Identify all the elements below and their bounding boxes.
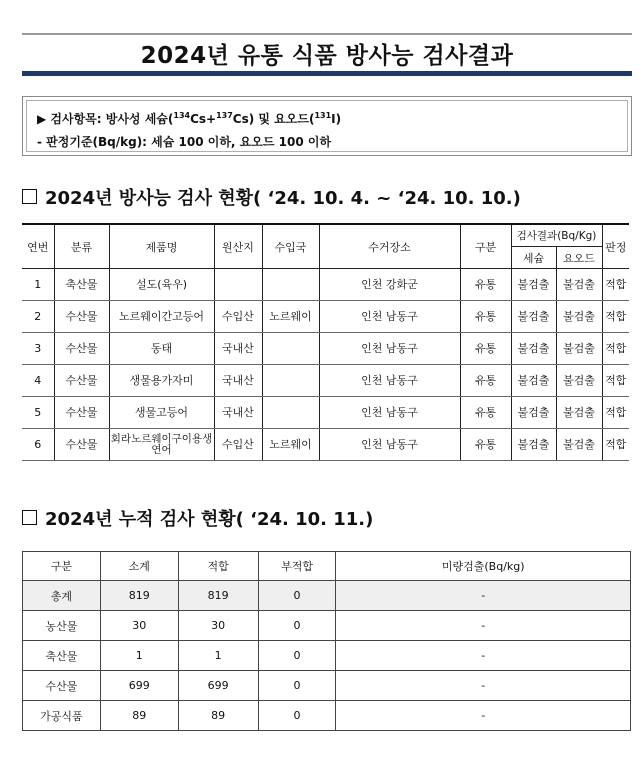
table-row <box>22 301 629 333</box>
cell-category: 축산물 <box>54 269 109 301</box>
cell-place: 인천 남동구 <box>319 301 460 333</box>
cell-iodine: 불검출 <box>556 365 602 397</box>
cs134-label: Cs+ <box>190 112 217 126</box>
cell-type: 가공식품 <box>23 701 101 731</box>
cell-iodine: 불검출 <box>556 269 602 301</box>
header-iodine: 요오드 <box>556 247 602 269</box>
cell-type: 유통 <box>460 429 511 461</box>
cell-import-country: 노르웨이 <box>262 429 319 461</box>
cell-subtotal: 89 <box>100 701 178 731</box>
cell-iodine: 불검출 <box>556 429 602 461</box>
header-type: 구분 <box>460 224 511 269</box>
i131-label: I) <box>331 112 342 126</box>
cell-import-country <box>262 397 319 429</box>
cell-category: 수산물 <box>54 365 109 397</box>
header-pass: 적합 <box>178 552 258 581</box>
cumulative-status-table <box>22 551 631 731</box>
cell-import-country <box>262 269 319 301</box>
cell-pass: 89 <box>178 701 258 731</box>
cell-category: 수산물 <box>54 397 109 429</box>
cell-trace: - <box>336 671 631 701</box>
cell-no: 6 <box>22 429 54 461</box>
cell-cesium: 불검출 <box>511 269 556 301</box>
header-cesium: 세슘 <box>511 247 556 269</box>
header-trace: 미량검출(Bq/kg) <box>336 552 631 581</box>
header-import-country: 수입국 <box>262 224 319 269</box>
cell-place: 인천 남동구 <box>319 429 460 461</box>
inspection-info-box <box>22 96 632 156</box>
title-underline-bar <box>22 71 632 76</box>
cell-pass: 699 <box>178 671 258 701</box>
cell-type: 총계 <box>23 581 101 611</box>
section1-title <box>22 184 521 210</box>
cell-product: 설도(육우) <box>109 269 214 301</box>
cell-product: 생물고등어 <box>109 397 214 429</box>
title-top-rule <box>22 33 632 35</box>
table-row <box>23 641 631 671</box>
cell-cesium: 불검출 <box>511 397 556 429</box>
cell-product: 노르웨이간고등어 <box>109 301 214 333</box>
section1-title-text: 2024년 방사능 검사 현황( ‘24. 10. 4. ~ ‘24. 10. 10.) <box>45 188 521 209</box>
cell-no: 1 <box>22 269 54 301</box>
section2-title-text: 2024년 누적 검사 현황( ‘24. 10. 11.) <box>45 509 374 530</box>
cell-type: 축산물 <box>23 641 101 671</box>
cell-type: 유통 <box>460 397 511 429</box>
cell-product: 생물용가자미 <box>109 365 214 397</box>
header-subtotal: 소계 <box>100 552 178 581</box>
cell-no: 2 <box>22 301 54 333</box>
cs134-superscript: 134 <box>173 111 191 120</box>
cell-cesium: 불검출 <box>511 365 556 397</box>
table-row <box>22 429 629 461</box>
cell-category: 수산물 <box>54 429 109 461</box>
table-row-total <box>23 581 631 611</box>
cell-fail: 0 <box>258 671 336 701</box>
header-fail: 부적합 <box>258 552 336 581</box>
cell-subtotal: 699 <box>100 671 178 701</box>
cell-origin: 수입산 <box>214 429 262 461</box>
cell-no: 4 <box>22 365 54 397</box>
page-title: 2024년 유통 식품 방사능 검사결과 <box>140 43 514 69</box>
cell-fail: 0 <box>258 611 336 641</box>
cell-product: 회라노르웨이구이용생연어 <box>109 429 214 461</box>
section2-title <box>22 505 373 531</box>
cell-place: 인천 남동구 <box>319 397 460 429</box>
cell-place: 인천 남동구 <box>319 333 460 365</box>
table-header-row <box>23 552 631 581</box>
cell-trace: - <box>336 641 631 671</box>
cell-judgment: 적합 <box>602 269 629 301</box>
cell-cesium: 불검출 <box>511 301 556 333</box>
cell-origin: 국내산 <box>214 365 262 397</box>
table-row <box>23 701 631 731</box>
cell-product: 동태 <box>109 333 214 365</box>
table-row <box>22 397 629 429</box>
cell-iodine: 불검출 <box>556 333 602 365</box>
cell-type: 유통 <box>460 365 511 397</box>
inspection-info-inner <box>26 100 628 152</box>
cell-type: 유통 <box>460 301 511 333</box>
cell-pass: 1 <box>178 641 258 671</box>
cell-judgment: 적합 <box>602 397 629 429</box>
cell-pass: 819 <box>178 581 258 611</box>
table-row <box>22 365 629 397</box>
inspection-status-table <box>22 223 629 461</box>
items-prefix: ▶ 검사항목: 방사성 세슘( <box>37 112 174 126</box>
cell-type: 유통 <box>460 333 511 365</box>
header-result: 검사결과(Bq/Kg) <box>511 224 602 247</box>
header-product: 제품명 <box>109 224 214 269</box>
cell-iodine: 불검출 <box>556 301 602 333</box>
criteria-line: - 판정기준(Bq/kg): 세슘 100 이하, 요오드 100 이하 <box>37 135 332 149</box>
cs137-superscript: 137 <box>216 111 233 120</box>
cell-import-country <box>262 365 319 397</box>
cell-place: 인천 남동구 <box>319 365 460 397</box>
cell-fail: 0 <box>258 701 336 731</box>
header-judgment: 판정 <box>602 224 629 269</box>
table-row <box>22 333 629 365</box>
cell-judgment: 적합 <box>602 333 629 365</box>
cell-no: 3 <box>22 333 54 365</box>
cell-place: 인천 강화군 <box>319 269 460 301</box>
cell-type: 수산물 <box>23 671 101 701</box>
header-origin: 원산지 <box>214 224 262 269</box>
header-place: 수거장소 <box>319 224 460 269</box>
cell-subtotal: 819 <box>100 581 178 611</box>
header-category: 분류 <box>54 224 109 269</box>
cell-judgment: 적합 <box>602 301 629 333</box>
cell-fail: 0 <box>258 641 336 671</box>
cell-category: 수산물 <box>54 333 109 365</box>
header-no: 연번 <box>22 224 54 269</box>
cell-type: 농산물 <box>23 611 101 641</box>
cell-subtotal: 1 <box>100 641 178 671</box>
cell-category: 수산물 <box>54 301 109 333</box>
cell-trace: - <box>336 581 631 611</box>
cell-cesium: 불검출 <box>511 333 556 365</box>
cell-origin: 수입산 <box>214 301 262 333</box>
cell-trace: - <box>336 611 631 641</box>
table-row <box>23 611 631 641</box>
cell-type: 유통 <box>460 269 511 301</box>
header-type: 구분 <box>23 552 101 581</box>
cell-trace: - <box>336 701 631 731</box>
cell-fail: 0 <box>258 581 336 611</box>
cell-import-country <box>262 333 319 365</box>
inspection-items-line <box>37 110 341 127</box>
cell-judgment: 적합 <box>602 365 629 397</box>
cell-subtotal: 30 <box>100 611 178 641</box>
cell-origin: 국내산 <box>214 333 262 365</box>
cell-no: 5 <box>22 397 54 429</box>
checkbox-square-icon <box>22 510 37 525</box>
cell-origin <box>214 269 262 301</box>
cell-iodine: 불검출 <box>556 397 602 429</box>
checkbox-square-icon <box>22 189 37 204</box>
cell-import-country: 노르웨이 <box>262 301 319 333</box>
i131-superscript: 131 <box>314 111 332 120</box>
table-row <box>22 269 629 301</box>
cell-origin: 국내산 <box>214 397 262 429</box>
cell-judgment: 적합 <box>602 429 629 461</box>
cell-cesium: 불검출 <box>511 429 556 461</box>
cs137-label: Cs) 및 요오드( <box>232 112 315 126</box>
table-row <box>23 671 631 701</box>
cell-pass: 30 <box>178 611 258 641</box>
table-header-row <box>22 224 629 247</box>
